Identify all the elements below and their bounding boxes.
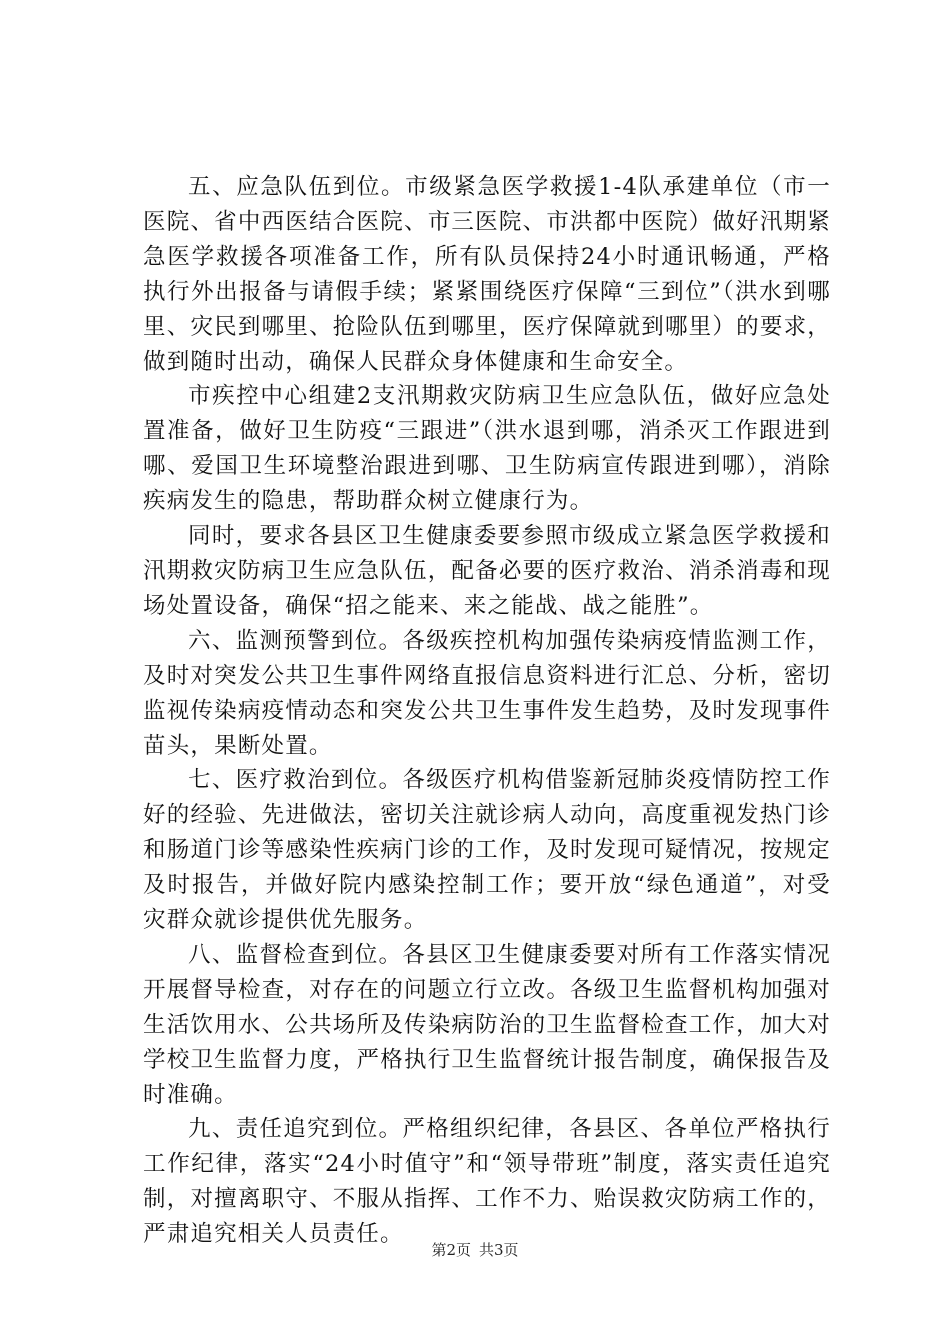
page-footer [0, 1240, 950, 1260]
paragraph-emergency-team: 五、应急队伍到位。市级紧急医学救援1-4队承建单位（市一医院、省中西医结合医院、市三医院、市洪都中医院）做好汛期紧急医学救援各项准备工作，所有队员保持24小时通讯畅通，严格执行外出报备与请假手续；紧紧围绕医疗保障“三到位”（洪水到哪里、灾民到哪里、抢险队伍到哪里，医疗保障就到哪里）的要求，做到随时出动，确保人民群众身体健康和生命安全。 [143, 174, 831, 375]
paragraph-accountability: 九、责任追究到位。严格组织纪律，各县区、各单位严格执行工作纪律，落实“24小时值守”和“领导带班”制度，落实责任追究制，对擅离职守、不服从指挥、工作不力、贻误救灾防病工作的，严肃追究相关人员责任。 [143, 1116, 831, 1248]
document-body [143, 170, 831, 1252]
paragraph-supervision: 八、监督检查到位。各县区卫生健康委要对所有工作落实情况开展督导检查，对存在的问题立行立改。各级卫生监督机构加强对生活饮用水、公共场所及传染病防治的卫生监督检查工作，加大对学校卫生监督力度，严格执行卫生监督统计报告制度，确保报告及时准确。 [143, 941, 831, 1108]
paragraph-cdc-team: 市疾控中心组建2支汛期救灾防病卫生应急队伍，做好应急处置准备，做好卫生防疫“三跟进”（洪水退到哪，消杀灭工作跟进到哪、爱国卫生环境整治跟进到哪、卫生防病宣传跟进到哪），消除疾病发生的隐患，帮助群众树立健康行为。 [143, 383, 831, 515]
paragraph-county-requirements: 同时，要求各县区卫生健康委要参照市级成立紧急医学救援和汛期救灾防病卫生应急队伍，配备必要的医疗救治、消杀消毒和现场处置设备，确保“招之能来、来之能战、战之能胜”。 [143, 523, 831, 619]
paragraph-monitoring: 六、监测预警到位。各级疾控机构加强传染病疫情监测工作，及时对突发公共卫生事件网络直报信息资料进行汇总、分析，密切监视传染病疫情动态和突发公共卫生事件发生趋势，及时发现事件苗头，果断处置。 [143, 627, 831, 759]
page-number: 第2页 [431, 1241, 471, 1259]
page-total: 共3页 [479, 1241, 519, 1259]
paragraph-medical-treatment: 七、医疗救治到位。各级医疗机构借鉴新冠肺炎疫情防控工作好的经验、先进做法，密切关注就诊病人动向，高度重视发热门诊和肠道门诊等感染性疾病门诊的工作，及时发现可疑情况，按规定及时报告，并做好院内感染控制工作；要开放“绿色通道”，对受灾群众就诊提供优先服务。 [143, 767, 831, 934]
